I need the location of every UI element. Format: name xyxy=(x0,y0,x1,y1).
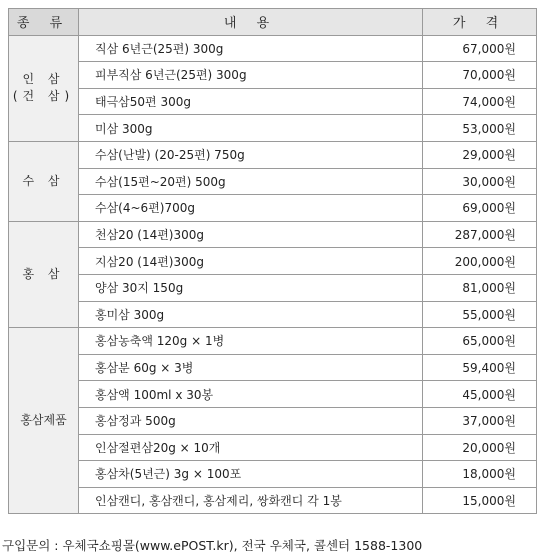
item-price: 18,000원 xyxy=(423,461,537,488)
table-row xyxy=(9,381,537,408)
category-label: 홍삼제품 xyxy=(20,413,67,428)
item-price: 55,000원 xyxy=(423,301,537,328)
item-name: 지삼20 (14편)300g xyxy=(79,248,423,275)
category-label: 인 삼 xyxy=(22,72,65,87)
table-row xyxy=(9,274,537,301)
item-name: 수삼(15편~20편) 500g xyxy=(79,168,423,195)
item-price: 287,000원 xyxy=(423,221,537,248)
header-row xyxy=(9,9,537,36)
item-name: 양삼 30지 150g xyxy=(79,274,423,301)
table-row xyxy=(9,221,537,248)
table-row xyxy=(9,354,537,381)
item-name: 태극삼50편 300g xyxy=(79,88,423,115)
header-category: 종 류 xyxy=(9,9,79,36)
item-name: 수삼(4~6편)700g xyxy=(79,195,423,222)
item-price: 65,000원 xyxy=(423,328,537,355)
item-name: 홍삼액 100ml x 30봉 xyxy=(79,381,423,408)
item-price: 20,000원 xyxy=(423,434,537,461)
item-name: 홍삼농축액 120g × 1병 xyxy=(79,328,423,355)
table-row xyxy=(9,115,537,142)
table-row xyxy=(9,195,537,222)
item-name: 홍삼분 60g × 3병 xyxy=(79,354,423,381)
category-cell-red-ginseng-products xyxy=(9,328,79,514)
item-name: 홍삼차(5년근) 3g × 100포 xyxy=(79,461,423,488)
item-price: 81,000원 xyxy=(423,274,537,301)
category-label: 홍 삼 xyxy=(22,266,65,281)
category-label: 수 삼 xyxy=(22,173,65,188)
item-price: 30,000원 xyxy=(423,168,537,195)
table-row xyxy=(9,434,537,461)
table-row xyxy=(9,407,537,434)
item-name: 수삼(난발) (20-25편) 750g xyxy=(79,141,423,168)
table-row xyxy=(9,35,537,62)
table-row xyxy=(9,141,537,168)
item-price: 70,000원 xyxy=(423,62,537,89)
header-price: 가 격 xyxy=(423,9,537,36)
item-price: 15,000원 xyxy=(423,487,537,514)
category-cell-fresh-ginseng xyxy=(9,141,79,221)
table-row xyxy=(9,248,537,275)
table-row xyxy=(9,168,537,195)
item-name: 홍삼정과 500g xyxy=(79,407,423,434)
header-content: 내 용 xyxy=(79,9,423,36)
item-price: 29,000원 xyxy=(423,141,537,168)
category-cell-red-ginseng xyxy=(9,221,79,327)
item-name: 직삼 6년근(25편) 300g xyxy=(79,35,423,62)
table-row xyxy=(9,487,537,514)
item-price: 67,000원 xyxy=(423,35,537,62)
price-table xyxy=(8,8,537,514)
table-row xyxy=(9,328,537,355)
item-price: 200,000원 xyxy=(423,248,537,275)
item-price: 37,000원 xyxy=(423,407,537,434)
item-name: 홍미삼 300g xyxy=(79,301,423,328)
table-row xyxy=(9,461,537,488)
purchase-inquiry-note: 구입문의 : 우체국쇼핑몰(www.ePOST.kr), 전국 우체국, 콜센터 1588-1300 xyxy=(2,538,423,553)
category-cell-ginseng xyxy=(9,35,79,141)
item-name: 천삼20 (14편)300g xyxy=(79,221,423,248)
category-sublabel: (건 삼) xyxy=(12,89,75,104)
item-name: 인삼캔디, 홍삼캔디, 홍삼제리, 쌍화캔디 각 1봉 xyxy=(79,487,423,514)
item-name: 인삼절편삼20g × 10개 xyxy=(79,434,423,461)
item-price: 59,400원 xyxy=(423,354,537,381)
table-row xyxy=(9,88,537,115)
table-row xyxy=(9,62,537,89)
item-price: 45,000원 xyxy=(423,381,537,408)
item-price: 53,000원 xyxy=(423,115,537,142)
table-row xyxy=(9,301,537,328)
item-price: 69,000원 xyxy=(423,195,537,222)
item-name: 피부직삼 6년근(25편) 300g xyxy=(79,62,423,89)
item-name: 미삼 300g xyxy=(79,115,423,142)
item-price: 74,000원 xyxy=(423,88,537,115)
